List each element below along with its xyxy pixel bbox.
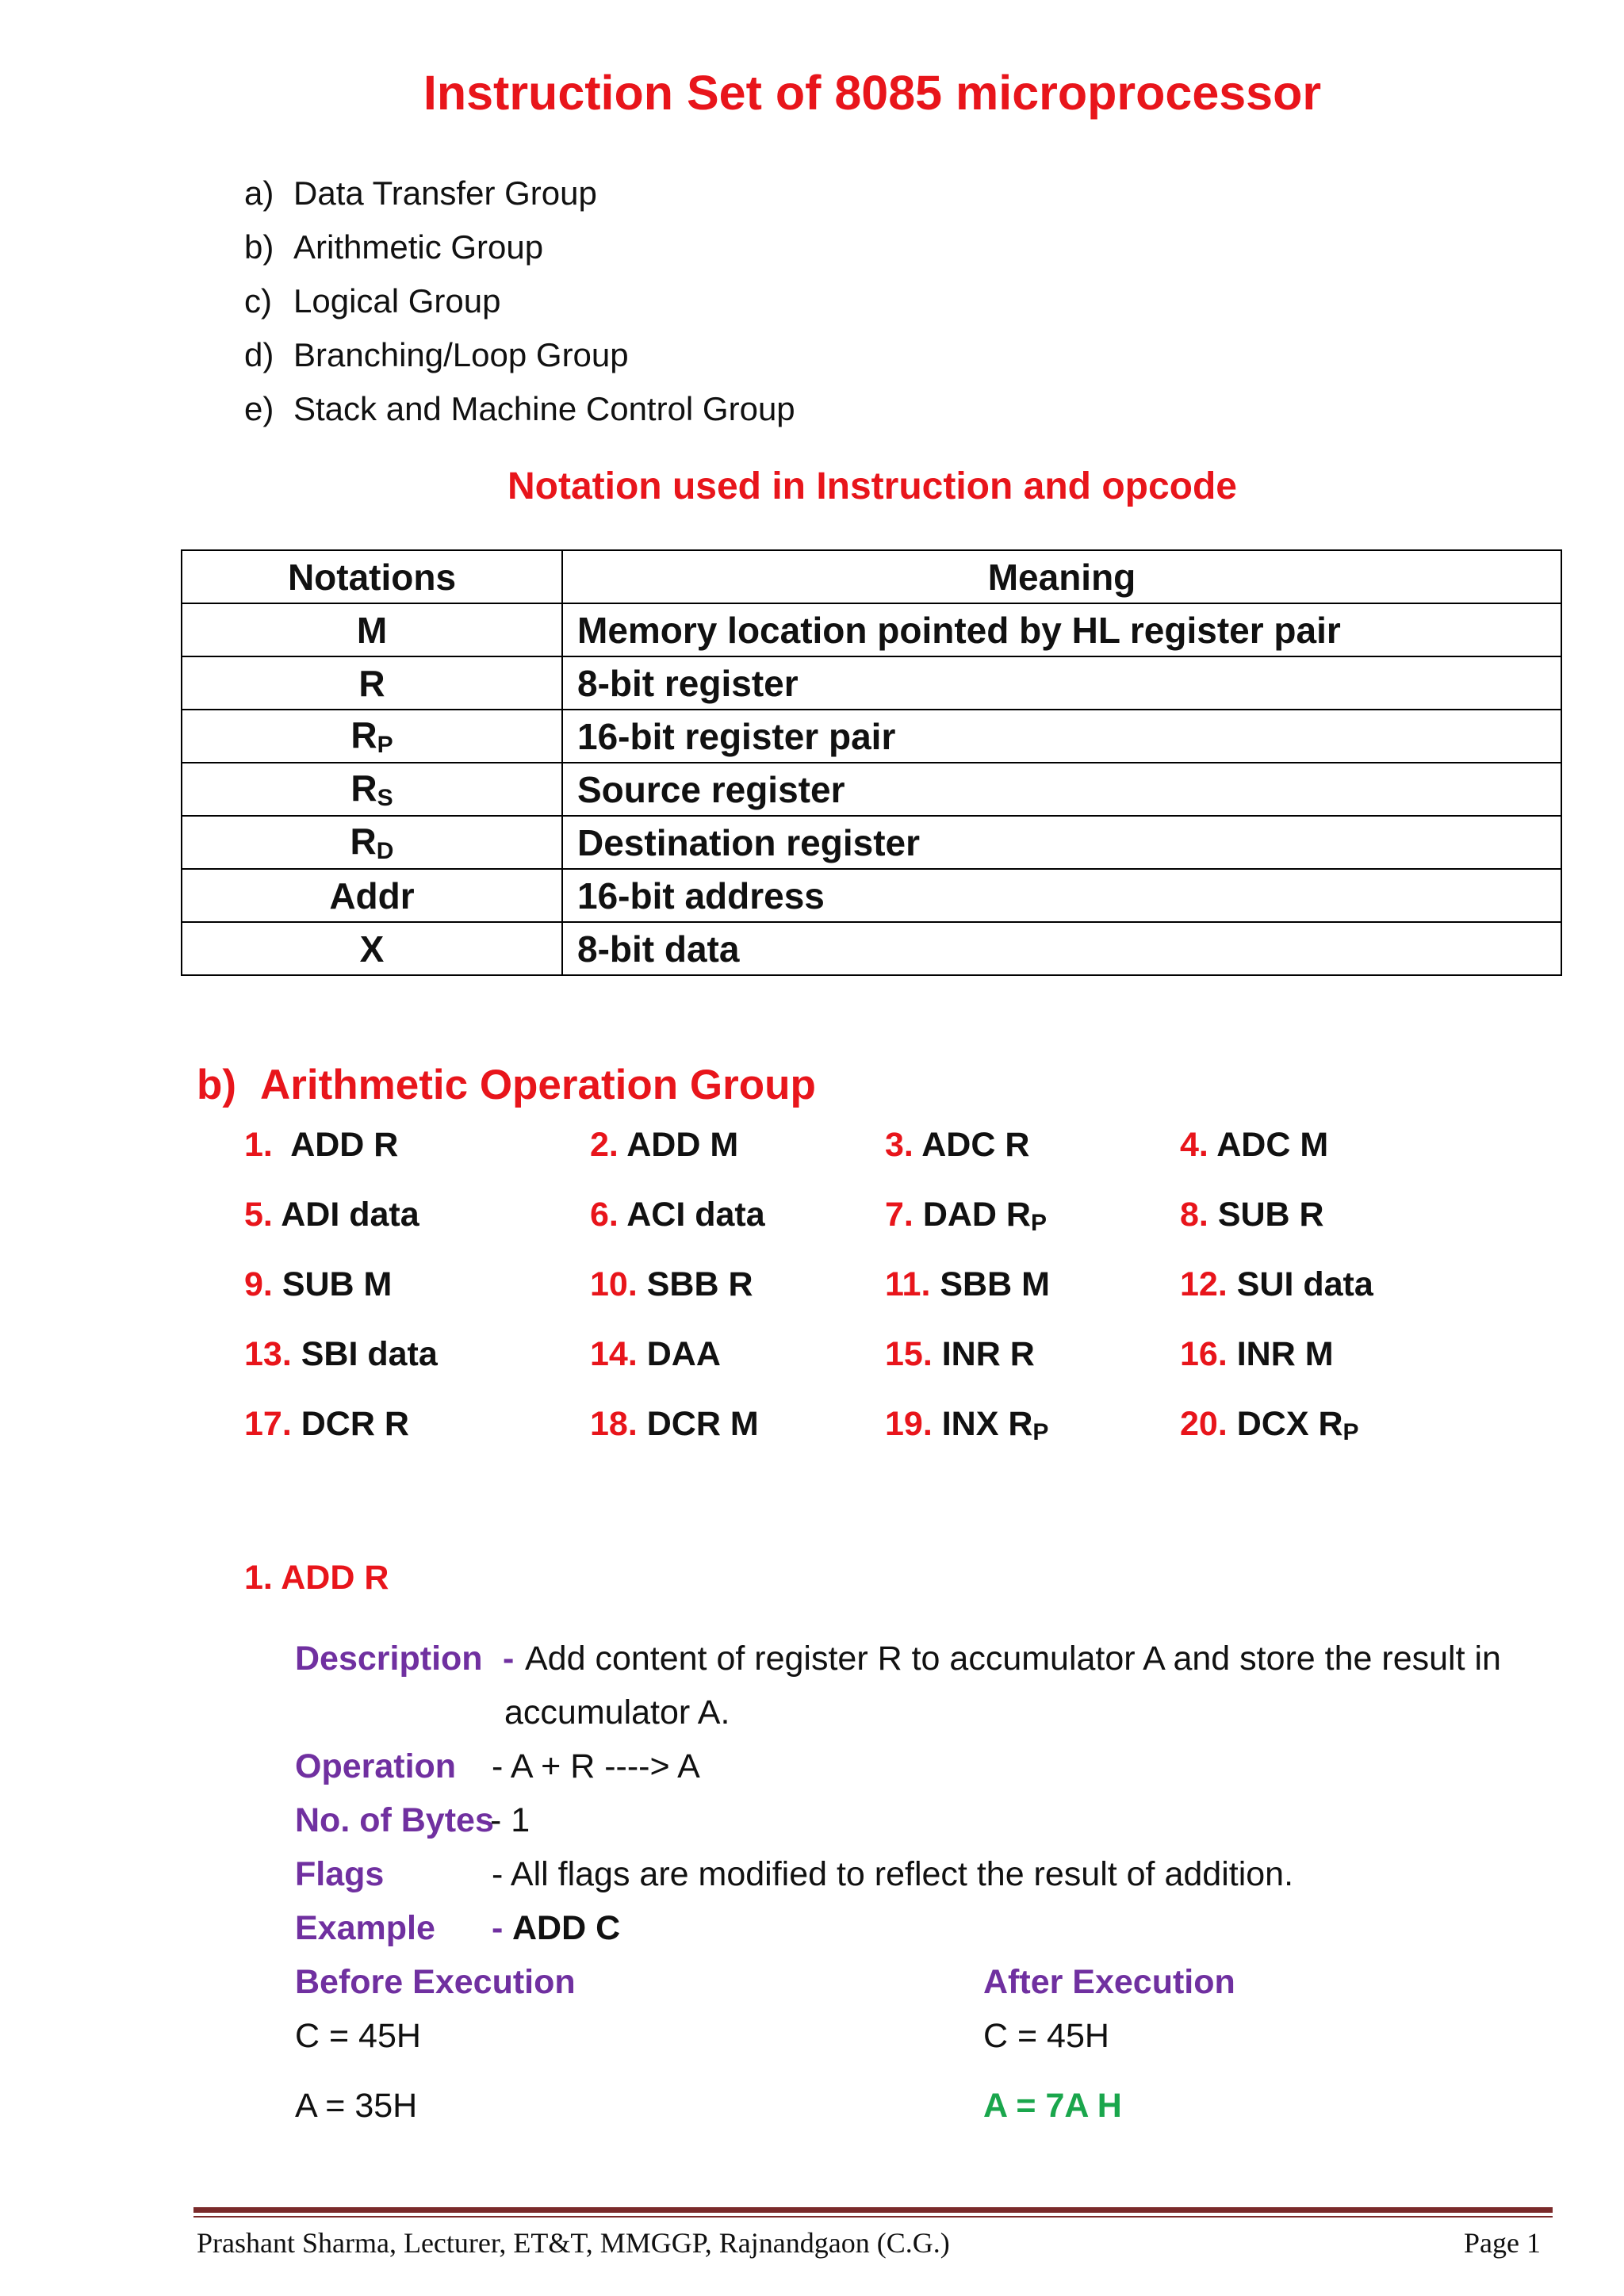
instruction-item: [1180, 1265, 1373, 1304]
meaning-cell: 16-bit register pair: [562, 710, 1561, 763]
instruction-row: [244, 1196, 1513, 1265]
notation-symbol: R: [358, 662, 385, 704]
section-marker: b): [197, 1062, 237, 1108]
meaning-cell: Destination register: [562, 816, 1561, 869]
instruction-number: 11.: [885, 1265, 931, 1303]
instruction-number: 4.: [1180, 1126, 1208, 1164]
instruction-item: [1180, 1196, 1324, 1234]
instruction-text: INX R: [941, 1405, 1033, 1443]
notation-symbol: R: [350, 767, 377, 809]
instruction-item: [244, 1265, 392, 1304]
instruction-text: ADD M: [626, 1126, 739, 1164]
notation-subscript: D: [376, 838, 394, 864]
footer-divider: [193, 2207, 1553, 2213]
instruction-number: 5.: [244, 1196, 273, 1234]
instruction-text: ADC R: [921, 1126, 1030, 1164]
notation-symbol: Addr: [329, 874, 415, 916]
instruction-text: DAD R: [922, 1196, 1031, 1234]
column-header-meaning: Meaning: [562, 550, 1561, 603]
list-item-text: Data Transfer Group: [293, 174, 597, 212]
instruction-subscript: P: [1032, 1419, 1049, 1445]
instruction-number: 17.: [244, 1405, 292, 1443]
instruction-row: [244, 1126, 1513, 1196]
instruction-text: SBB M: [940, 1265, 1050, 1303]
instruction-number: 3.: [885, 1126, 914, 1164]
list-item: [244, 166, 795, 220]
example-label: Example: [295, 1909, 435, 1947]
before-c-value: C = 45H: [295, 2017, 421, 2055]
instruction-number: 15.: [885, 1335, 933, 1373]
column-header-notations: Notations: [182, 550, 562, 603]
instruction-text: DCR M: [646, 1405, 759, 1443]
instruction-text: SUB R: [1217, 1196, 1324, 1234]
notation-cell: [182, 656, 562, 710]
notation-table: [181, 549, 1562, 976]
notation-symbol: R: [350, 821, 377, 862]
page-title: Instruction Set of 8085 microprocessor: [423, 66, 1322, 120]
notation-symbol: X: [359, 928, 385, 970]
instruction-item: [885, 1405, 1048, 1446]
list-item: [244, 328, 795, 382]
table-row: [182, 656, 1561, 710]
instruction-text: ADC M: [1216, 1126, 1329, 1164]
instruction-heading: 1. ADD R: [244, 1559, 389, 1597]
description-separator: -: [503, 1640, 515, 1678]
notation-cell: [182, 869, 562, 922]
instruction-item: [1180, 1405, 1359, 1446]
before-execution-label: Before Execution: [295, 1963, 576, 2001]
notation-cell: [182, 922, 562, 975]
notation-subscript: P: [377, 732, 393, 758]
bytes-value: - 1: [490, 1801, 530, 1839]
table-row: [182, 710, 1561, 763]
after-c-value: C = 45H: [983, 2017, 1109, 2055]
list-marker: c): [244, 282, 272, 320]
flags-label: Flags: [295, 1855, 385, 1893]
instruction-item: [885, 1196, 1047, 1237]
table-row: [182, 869, 1561, 922]
notation-cell: [182, 763, 562, 816]
notation-heading: Notation used in Instruction and opcode: [508, 465, 1237, 507]
instruction-number: 18.: [590, 1405, 638, 1443]
list-marker: a): [244, 174, 274, 212]
list-item: [244, 274, 795, 328]
list-item-text: Stack and Machine Control Group: [293, 390, 795, 427]
instruction-number: 9.: [244, 1265, 273, 1303]
instruction-text: SUB M: [282, 1265, 393, 1303]
instruction-item: [590, 1405, 759, 1444]
group-list: [244, 166, 795, 436]
page-number: Page 1: [1464, 2227, 1541, 2259]
instruction-text: DCR R: [301, 1405, 409, 1443]
instruction-row: [244, 1265, 1513, 1335]
instruction-text: INR R: [941, 1335, 1035, 1373]
notation-symbol: M: [356, 609, 388, 651]
notation-subscript: S: [377, 785, 393, 811]
operation-label: Operation: [295, 1747, 457, 1785]
instruction-number: 13.: [244, 1335, 292, 1373]
instruction-item: [244, 1405, 409, 1444]
instruction-text: ADD R: [290, 1126, 399, 1164]
example-separator: -: [492, 1909, 504, 1947]
instruction-subscript: P: [1342, 1419, 1359, 1445]
list-marker: b): [244, 228, 274, 266]
meaning-cell: Memory location pointed by HL register pair: [562, 603, 1561, 656]
instruction-item: [885, 1265, 1050, 1304]
table-row: [182, 763, 1561, 816]
meaning-cell: 8-bit register: [562, 656, 1561, 710]
instruction-item: [244, 1196, 419, 1234]
instruction-number: 20.: [1180, 1405, 1228, 1443]
instruction-number: 14.: [590, 1335, 638, 1373]
instruction-text: INR M: [1236, 1335, 1334, 1373]
instruction-item: [590, 1335, 721, 1374]
example-value: ADD C: [512, 1909, 621, 1947]
instruction-number: 12.: [1180, 1265, 1228, 1303]
meaning-cell: 16-bit address: [562, 869, 1561, 922]
instruction-item: [590, 1196, 765, 1234]
instruction-number: 6.: [590, 1196, 619, 1234]
notation-symbol: R: [350, 714, 377, 756]
instruction-row: [244, 1335, 1513, 1405]
list-item-text: Branching/Loop Group: [293, 336, 629, 373]
meaning-cell: Source register: [562, 763, 1561, 816]
instruction-subscript: P: [1031, 1210, 1048, 1236]
description-text-continued: accumulator A.: [504, 1693, 730, 1732]
section-heading: [197, 1061, 816, 1109]
instruction-item: [1180, 1335, 1334, 1374]
table-row: [182, 603, 1561, 656]
instruction-number: 8.: [1180, 1196, 1208, 1234]
notation-cell: [182, 816, 562, 869]
instruction-number: 10.: [590, 1265, 638, 1303]
list-item: [244, 220, 795, 274]
flags-value: - All flags are modified to reflect the result of addition.: [492, 1855, 1294, 1893]
list-marker: d): [244, 336, 274, 373]
instruction-number: 16.: [1180, 1335, 1228, 1373]
instruction-item: [885, 1335, 1035, 1374]
instruction-text: ADI data: [281, 1196, 419, 1234]
list-item-text: Logical Group: [293, 282, 501, 320]
instruction-row: [244, 1405, 1513, 1475]
footer-author: Prashant Sharma, Lecturer, ET&T, MMGGP, Rajnandgaon (C.G.): [197, 2227, 950, 2259]
instruction-number: 19.: [885, 1405, 933, 1443]
notation-cell: [182, 603, 562, 656]
instruction-number: 7.: [885, 1196, 914, 1234]
instruction-item: [590, 1265, 753, 1304]
notation-cell: [182, 710, 562, 763]
instruction-number: 1.: [244, 1126, 273, 1164]
list-item: [244, 382, 795, 436]
after-a-value: A = 7A H: [983, 2087, 1122, 2125]
instruction-grid: [244, 1126, 1513, 1475]
instruction-text: ACI data: [626, 1196, 765, 1234]
operation-value: - A + R ----> A: [492, 1747, 700, 1785]
instruction-item: [1180, 1126, 1328, 1165]
section-title: Arithmetic Operation Group: [260, 1062, 816, 1108]
meaning-cell: 8-bit data: [562, 922, 1561, 975]
before-a-value: A = 35H: [295, 2087, 418, 2125]
instruction-text: SBB R: [646, 1265, 753, 1303]
instruction-item: [590, 1126, 738, 1165]
instruction-text: SBI data: [301, 1335, 438, 1373]
instruction-item: [244, 1335, 438, 1374]
description-text: Add content of register R to accumulator A and store the result in: [525, 1640, 1501, 1678]
instruction-number: 2.: [590, 1126, 619, 1164]
table-row: [182, 816, 1561, 869]
instruction-text: DAA: [646, 1335, 721, 1373]
instruction-item: [244, 1126, 398, 1165]
list-marker: e): [244, 390, 274, 427]
instruction-text: DCX R: [1236, 1405, 1343, 1443]
bytes-label: No. of Bytes: [295, 1801, 494, 1839]
description-label: Description: [295, 1640, 483, 1678]
table-header-row: [182, 550, 1561, 603]
after-execution-label: After Execution: [983, 1963, 1235, 2001]
list-item-text: Arithmetic Group: [293, 228, 544, 266]
table-row: [182, 922, 1561, 975]
instruction-text: SUI data: [1236, 1265, 1373, 1303]
footer-divider-thin: [193, 2216, 1553, 2218]
instruction-item: [885, 1126, 1029, 1165]
